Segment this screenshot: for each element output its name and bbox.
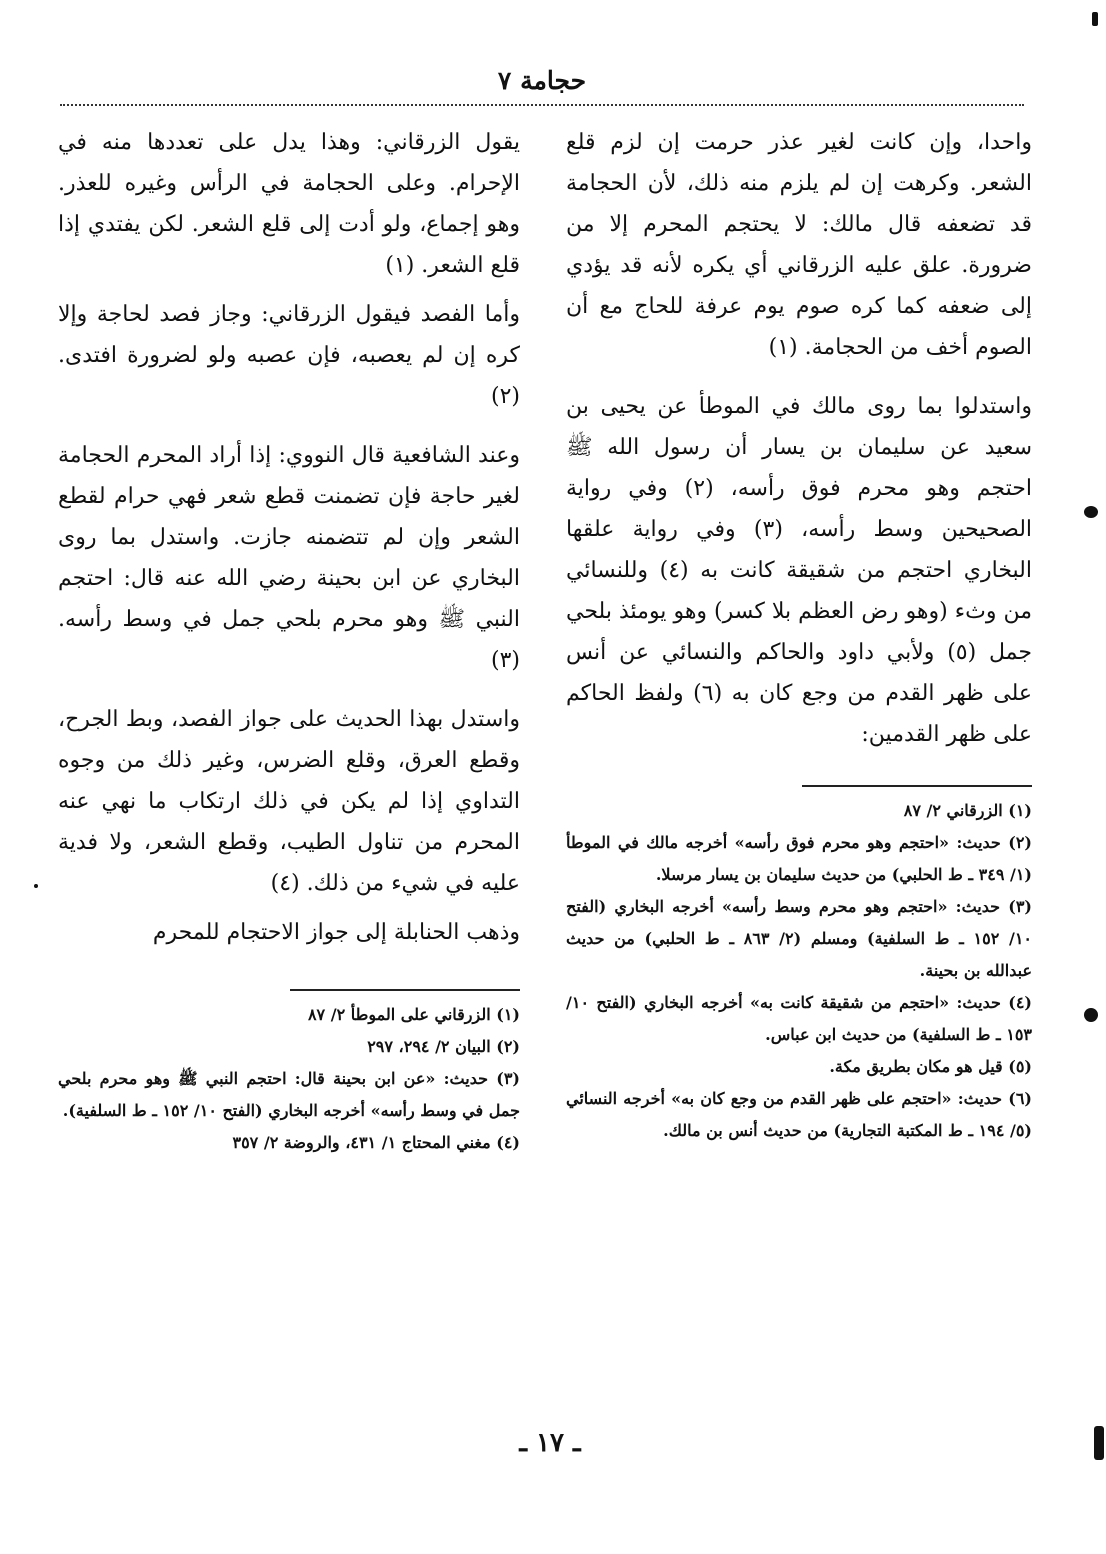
footnote-separator <box>802 785 1032 787</box>
scan-speck <box>1084 506 1098 518</box>
body-paragraph: وأما الفصد فيقول الزرقاني: وجاز فصد لحاجة وإلا كره إن لم يعصبه، فإن عصبه ولو لضرورة افتدى. (٢) <box>58 302 520 409</box>
footnote: (٤) مغني المحتاج ١/ ٤٣١، والروضة ٢/ ٣٥٧ <box>232 1133 520 1152</box>
body-paragraph: واستدلوا بما روى مالك في الموطأ عن يحيى بن سعيد عن سليمان بن يسار أن رسول الله ﷺ احتجم وهو محرم فوق رأسه، (٢) وفي رواية الصحيحين وسط رأسه، (٣) وفي رواية علقها البخاري احتجم من شقيقة كانت به (٤) وللنسائي من وثء (وهو رض العظم بلا كسر) وهو يومئذ بلحي جمل (٥) ولأبي داود والحاكم والنسائي عن أنس على ظهر القدم من وجع كان به (٦) ولفظ الحاكم على ظهر القدمين: <box>566 394 1033 747</box>
scan-speck <box>1092 12 1098 26</box>
body-paragraph: واحدا، وإن كانت لغير عذر حرمت إن لزم قلع الشعر. وكرهت إن لم يلزم منه ذلك، لأن الحجامة قد تضعفه قال مالك: لا يحتجم المحرم إلا من ضرورة. علق عليه الزرقاني أي يكره لأنه قد يؤدي إلى ضعفه كما كره صوم يوم عرفة للحاج مع أن الصوم أخف من الحجامة. (١) <box>566 130 1032 360</box>
footnote: (٢) حديث: «احتجم وهو محرم فوق رأسه» أخرجه مالك في الموطأ (١/ ٣٤٩ ـ ط الحلبي) من حديث سليمان بن يسار مرسلا. <box>566 833 1032 884</box>
scan-speck <box>34 884 38 888</box>
body-paragraph: واستدل بهذا الحديث على جواز الفصد، وبط الجرح، وقطع العرق، وقلع الضرس، وغير ذلك من وجوه التداوي إذا لم يكن في ذلك ارتكاب ما نهي عنه المحرم من تناول الطيب، وقطع الشعر، ولا فدية عليه في شيء من ذلك. (٤) <box>58 707 520 896</box>
left-column <box>58 122 520 1159</box>
body-paragraph: يقول الزرقاني: وهذا يدل على تعددها منه في الإحرام. وعلى الحجامة في الرأس وغيره للعذر. وهو إجماع، ولو أدت إلى قلع الشعر. لكن يفتدي إذا قلع الشعر. (١) <box>58 130 520 278</box>
page-number: ـ ١٧ ـ <box>519 1428 581 1458</box>
footnote: (٦) حديث: «احتجم على ظهر القدم من وجع كان به» أخرجه النسائي (٥/ ١٩٤ ـ ط المكتبة التجارية) من حديث أنس بن مالك. <box>566 1089 1032 1140</box>
footnote: (٣) حديث: «عن ابن بحينة قال: احتجم النبي ﷺ وهو محرم بلحي جمل في وسط رأسه» أخرجه البخاري (الفتح ١٠/ ١٥٢ ـ ط السلفية). <box>58 1069 520 1120</box>
footnote: (٤) حديث: «احتجم من شقيقة كانت به» أخرجه البخاري (الفتح ١٠/ ١٥٣ ـ ط السلفية) من حديث ابن عباس. <box>566 993 1032 1044</box>
header-dotted-rule <box>60 104 1024 106</box>
page-header-title: حجامة ٧ <box>497 66 587 95</box>
footnote: (٢) البيان ٢/ ٢٩٤، ٢٩٧ <box>367 1037 520 1056</box>
right-column <box>566 122 1032 1147</box>
body-paragraph: وعند الشافعية قال النووي: إذا أراد المحرم الحجامة لغير حاجة فإن تضمنت قطع شعر فهي حرام لقطع الشعر وإن لم تتضمنه جازت. واستدل بما روى البخاري عن ابن بحينة رضي الله عنه قال: احتجم النبي ﷺ وهو محرم بلحي جمل في وسط رأسه. (٣) <box>58 443 521 673</box>
scan-speck <box>1084 1008 1098 1022</box>
footnote: (١) الزرقاني على الموطأ ٢/ ٨٧ <box>307 1005 520 1024</box>
body-paragraph: وذهب الحنابلة إلى جواز الاحتجام للمحرم <box>152 920 520 945</box>
footnote: (١) الزرقاني ٢/ ٨٧ <box>903 801 1032 820</box>
scan-speck <box>1094 1426 1104 1460</box>
footnote: (٥) قيل هو مكان بطريق مكة. <box>829 1057 1032 1076</box>
footnote: (٣) حديث: «احتجم وهو محرم وسط رأسه» أخرجه البخاري (الفتح ١٠/ ١٥٢ ـ ط السلفية) ومسلم (٢/ ٨٦٣ ـ ط الحلبي) من حديث عبدالله بن بحينة. <box>566 897 1032 980</box>
footnote-separator <box>290 989 520 991</box>
